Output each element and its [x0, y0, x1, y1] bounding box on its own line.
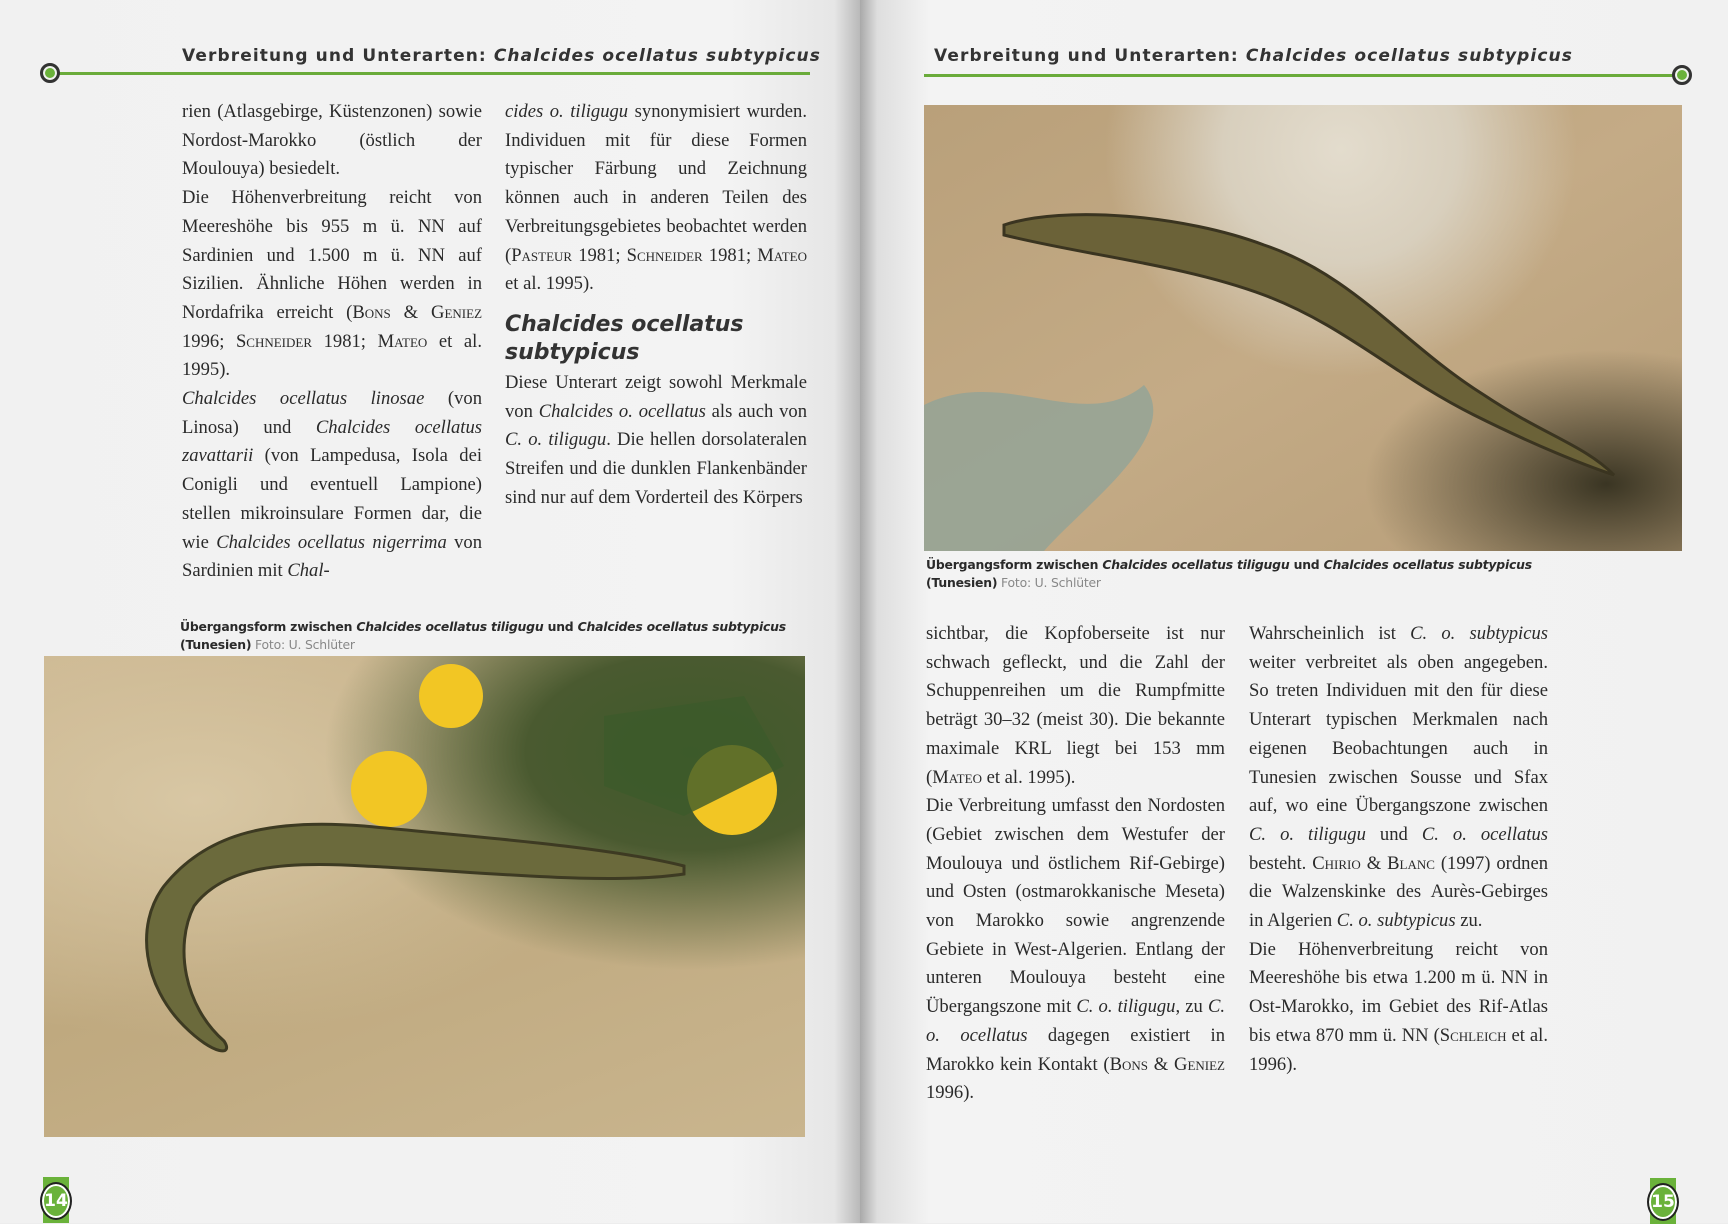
author-name: Pasteur [511, 244, 573, 266]
text-run: , zu [1175, 996, 1208, 1018]
text-run: et al. 1995). [505, 273, 594, 295]
caption-species: Chalcides ocellatus tiligugu [1102, 557, 1290, 572]
species-name: Chalcides ocellatus linosae [182, 388, 425, 410]
paragraph [182, 184, 482, 385]
text-run: dagegen existiert in Marokko kein Kontakt ( [926, 1024, 1225, 1075]
column-2-intro [505, 98, 807, 299]
paragraph [505, 369, 807, 513]
author-name: Bons [352, 301, 391, 323]
text-run: 1996). [926, 1082, 975, 1104]
paragraph [1249, 620, 1548, 936]
lizard-photo-left [44, 656, 805, 1137]
text-run: (1997) ordnen die Walzenskinke des Aurès-Gebirges in Algerien [1249, 852, 1548, 932]
species-name: C. o. ocellatus [926, 996, 1226, 1046]
text-run: und [1365, 823, 1422, 845]
page-number-text: 14 [40, 1182, 72, 1220]
running-head-prefix: Verbreitung und Unterarten: [182, 46, 494, 66]
text-run: als auch von [705, 400, 807, 422]
text-run: sichtbar, die Kopfoberseite ist nur schwach gefleckt, und die Zahl der Schuppenreihen um die Rumpfmitte beträgt 30–32 (meist 30). Die bekannte maximale KRL liegt bei 153 mm ( [926, 623, 1225, 788]
caption-locality: (Tunesien) [180, 637, 252, 652]
text-run: Die Höhenverbreitung reicht von Meereshöhe bis 955 m ü. NN auf Sardinien und 1.500 m ü. NN auf Sizilien. Ähnliche Höhen werden in Nordafrika erreicht ( [182, 187, 482, 323]
text-column-1 [926, 620, 1225, 1108]
lizard-photo-right [924, 105, 1682, 551]
caption-locality: (Tunesien) [926, 575, 998, 590]
flower [419, 664, 483, 728]
running-head-species: Chalcides ocellatus subtypicus [1245, 46, 1573, 66]
species-name: C. o. subtypicus [1410, 623, 1548, 644]
author-name: Schneider [235, 330, 313, 352]
author-name: Mateo [932, 766, 982, 788]
author-name: Blanc [1387, 852, 1435, 874]
text-run: synonymisiert wurden. Individuen mit für diese Formen typischer Färbung und Zeichnung können auch in anderen Teilen des Verbreitungsgebietes beobachtet werden ( [505, 101, 807, 266]
species-name: C. o. subtypicus [1336, 910, 1456, 932]
running-head-right [934, 46, 1573, 66]
running-head-left [182, 46, 821, 66]
species-name: Chalcides ocellatus zavattarii [182, 416, 482, 467]
page-number-left [43, 1177, 69, 1223]
author-name: Schneider [626, 244, 703, 266]
paragraph [1249, 936, 1548, 1080]
text-run: Diese Unterart zeigt sowohl Merkmale von [505, 371, 807, 422]
caption-species: Chalcides ocellatus tiligugu [356, 619, 544, 634]
text-run: rien (Atlasgebirge, Küstenzonen) sowie Nordost-Marokko (östlich der Moulouya) besiedelt. [182, 101, 482, 180]
lizard-photo-graphic [44, 656, 805, 1137]
paragraph [926, 620, 1225, 792]
header-rule [52, 72, 810, 75]
caption-species: Chalcides ocellatus subtypicus [577, 619, 786, 634]
text-run: besteht. [1249, 852, 1313, 874]
species-name: Chalcides o. ocellatus [538, 400, 706, 422]
lizard-photo-graphic [924, 105, 1682, 551]
lizard [147, 824, 684, 1051]
text-run: (von Lampedusa, Isola dei Conigli und eventuell Lampione) stellen mikroinsulare Formen dar, die wie [182, 445, 482, 553]
page-number-text: 15 [1647, 1183, 1679, 1221]
text-run: 1981; [702, 244, 758, 266]
right-page [860, 0, 1728, 1223]
caption-text: Übergangsform zwischen [926, 557, 1103, 572]
species-name: Chalcides ocellatus nigerrima [216, 531, 447, 553]
text-run: et al. 1996). [1249, 1024, 1548, 1075]
paragraph [182, 385, 482, 586]
text-run: 1996; [182, 330, 236, 352]
photo-caption-right [926, 556, 1532, 592]
species-name: Chal- [287, 560, 330, 582]
text-run: . Die hellen dorsolateralen Streifen und die dunklen Flankenbänder sind nur auf dem Vorderteil des Körpers [505, 429, 807, 508]
photo-caption-left [180, 618, 786, 654]
header-rule [924, 74, 1684, 77]
author-name: Schleich [1439, 1024, 1507, 1046]
text-column-2 [1249, 620, 1548, 1079]
species-name: C. o. tiligugu [1249, 823, 1366, 845]
caption-text: und [1289, 557, 1324, 572]
text-run: et al. 1995). [182, 330, 482, 381]
caption-text: Übergangsform zwischen [180, 619, 357, 634]
text-run: von Sardinien mit [182, 531, 482, 582]
header-bullet-icon [1672, 65, 1692, 85]
running-head-species: Chalcides ocellatus subtypicus [493, 46, 821, 66]
text-run: Wahrscheinlich ist [1249, 623, 1411, 644]
text-run: & [390, 301, 432, 323]
paragraph [926, 792, 1225, 1108]
text-run: et al. 1995). [981, 766, 1076, 788]
text-run: & [1148, 1053, 1175, 1075]
caption-species: Chalcides ocellatus subtypicus [1323, 557, 1532, 572]
left-page [0, 0, 860, 1223]
photo-credit: Foto: U. Schlüter [251, 637, 355, 652]
text-run: (von Linosa) und [182, 388, 482, 438]
species-name: C. o. tiligugu [505, 429, 607, 451]
text-run: zu. [1455, 910, 1483, 932]
text-run: 1981; [572, 244, 627, 266]
author-name: Bons [1109, 1053, 1149, 1075]
column-2-body [505, 369, 807, 513]
author-name: Mateo [377, 330, 428, 352]
section-heading: Chalcides ocellatus subtypicus [505, 311, 744, 365]
text-run: 1981; [312, 330, 378, 352]
text-run: Die Verbreitung umfasst den Nordosten (Gebiet zwischen dem Westufer der Moulouya und östlichem Rif-Gebirge) und Osten (ostmarokkanische Meseta) von Marokko sowie angrenzende Gebiete in West-Algerien. Entlang der unteren Moulouya besteht eine Übergangszone mit [926, 795, 1225, 1018]
page-number-right [1650, 1178, 1676, 1224]
header-bullet-icon [40, 63, 60, 83]
text-run: weiter verbreitet als oben angegeben. So treten Individuen mit den für diese Unterart typischen Merkmalen nach eigenen Beobachtungen auch in Tunesien zwischen Sousse und Sfax auf, wo eine Übergangszone zwischen [1249, 651, 1548, 817]
caption-text: und [543, 619, 578, 634]
paragraph [182, 98, 482, 184]
photo-credit: Foto: U. Schlüter [997, 575, 1101, 590]
text-column-2 [505, 98, 807, 512]
species-name: cides o. tiligugu [505, 101, 629, 122]
paragraph [505, 98, 807, 299]
text-run: & [1360, 852, 1388, 874]
species-name: C. o. ocellatus [1421, 823, 1548, 845]
running-head-prefix: Verbreitung und Unterarten: [934, 46, 1246, 66]
author-name: Geniez [1174, 1053, 1225, 1075]
text-run: Die Höhenverbreitung reicht von Meereshöhe bis etwa 1.200 m ü. NN in Ost-Marokko, im Gebiet des Rif-Atlas bis etwa 870 mm ü. NN ( [1249, 938, 1548, 1046]
author-name: Chirio [1312, 852, 1361, 874]
text-column-1 [182, 98, 482, 586]
flower [351, 751, 427, 827]
author-name: Mateo [757, 244, 807, 266]
species-name: C. o. tiligugu [1076, 996, 1176, 1018]
author-name: Geniez [431, 301, 483, 323]
